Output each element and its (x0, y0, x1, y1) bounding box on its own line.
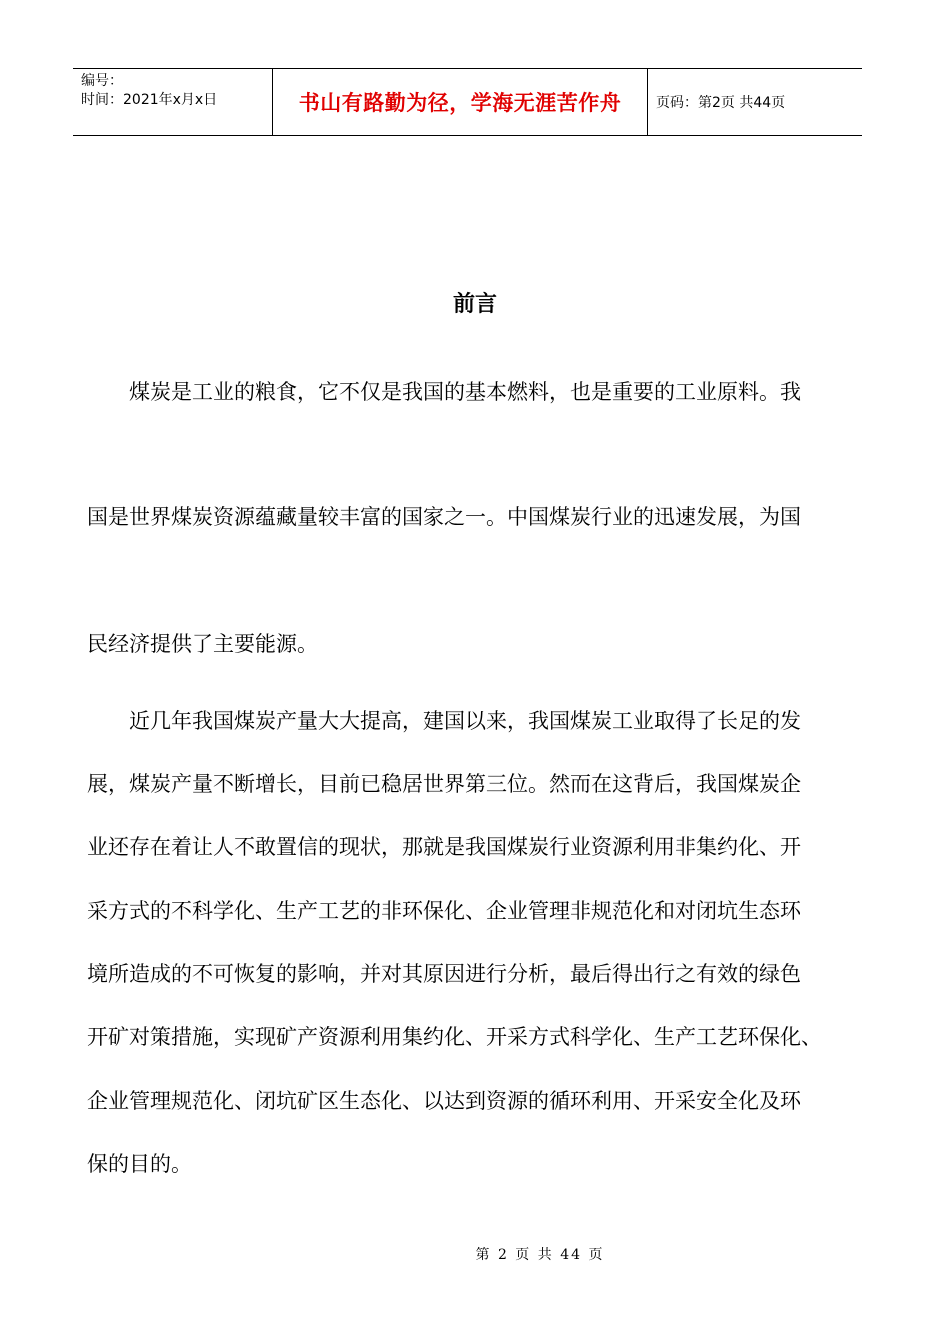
document-time-label: 时间：2021年x月x日 (81, 92, 218, 108)
paragraph-line: 采方式的不科学化、生产工艺的非环保化、企业管理非规范化和对闭坑生态环 (87, 899, 801, 923)
paragraph-line: 业还存在着让人不敢置信的现状，那就是我国煤炭行业资源利用非集约化、开 (87, 835, 801, 859)
header-meta (73, 69, 273, 135)
document-number-label: 编号： (81, 73, 123, 89)
paragraph-line: 国是世界煤炭资源蕴藏量较丰富的国家之一。中国煤炭行业的迅速发展，为国 (87, 505, 801, 529)
page-title: 前言 (452, 291, 497, 317)
paragraph-line: 保的目的。 (87, 1152, 192, 1176)
paragraph-line: 近几年我国煤炭产量大大提高，建国以来，我国煤炭工业取得了长足的发 (129, 709, 801, 733)
header-page-info: 页码：第2页 共44页 (656, 95, 786, 111)
header-motto: 书山有路勤为径，学海无涯苦作舟 (273, 69, 648, 135)
page-header (73, 68, 862, 136)
paragraph-line: 煤炭是工业的粮食，它不仅是我国的基本燃料，也是重要的工业原料。我 (129, 380, 801, 404)
paragraph-line: 开矿对策措施，实现矿产资源利用集约化、开采方式科学化、生产工艺环保化、 (87, 1025, 822, 1049)
paragraph-line: 企业管理规范化、闭坑矿区生态化、以达到资源的循环利用、开采安全化及环 (87, 1089, 801, 1113)
paragraph-line: 展，煤炭产量不断增长，目前已稳居世界第三位。然而在这背后，我国煤炭企 (87, 772, 801, 796)
paragraph-line: 境所造成的不可恢复的影响，并对其原因进行分析，最后得出行之有效的绿色 (87, 962, 801, 986)
page-footer: 第 2 页 共 44 页 (475, 1247, 605, 1263)
paragraph-line: 民经济提供了主要能源。 (87, 632, 318, 656)
